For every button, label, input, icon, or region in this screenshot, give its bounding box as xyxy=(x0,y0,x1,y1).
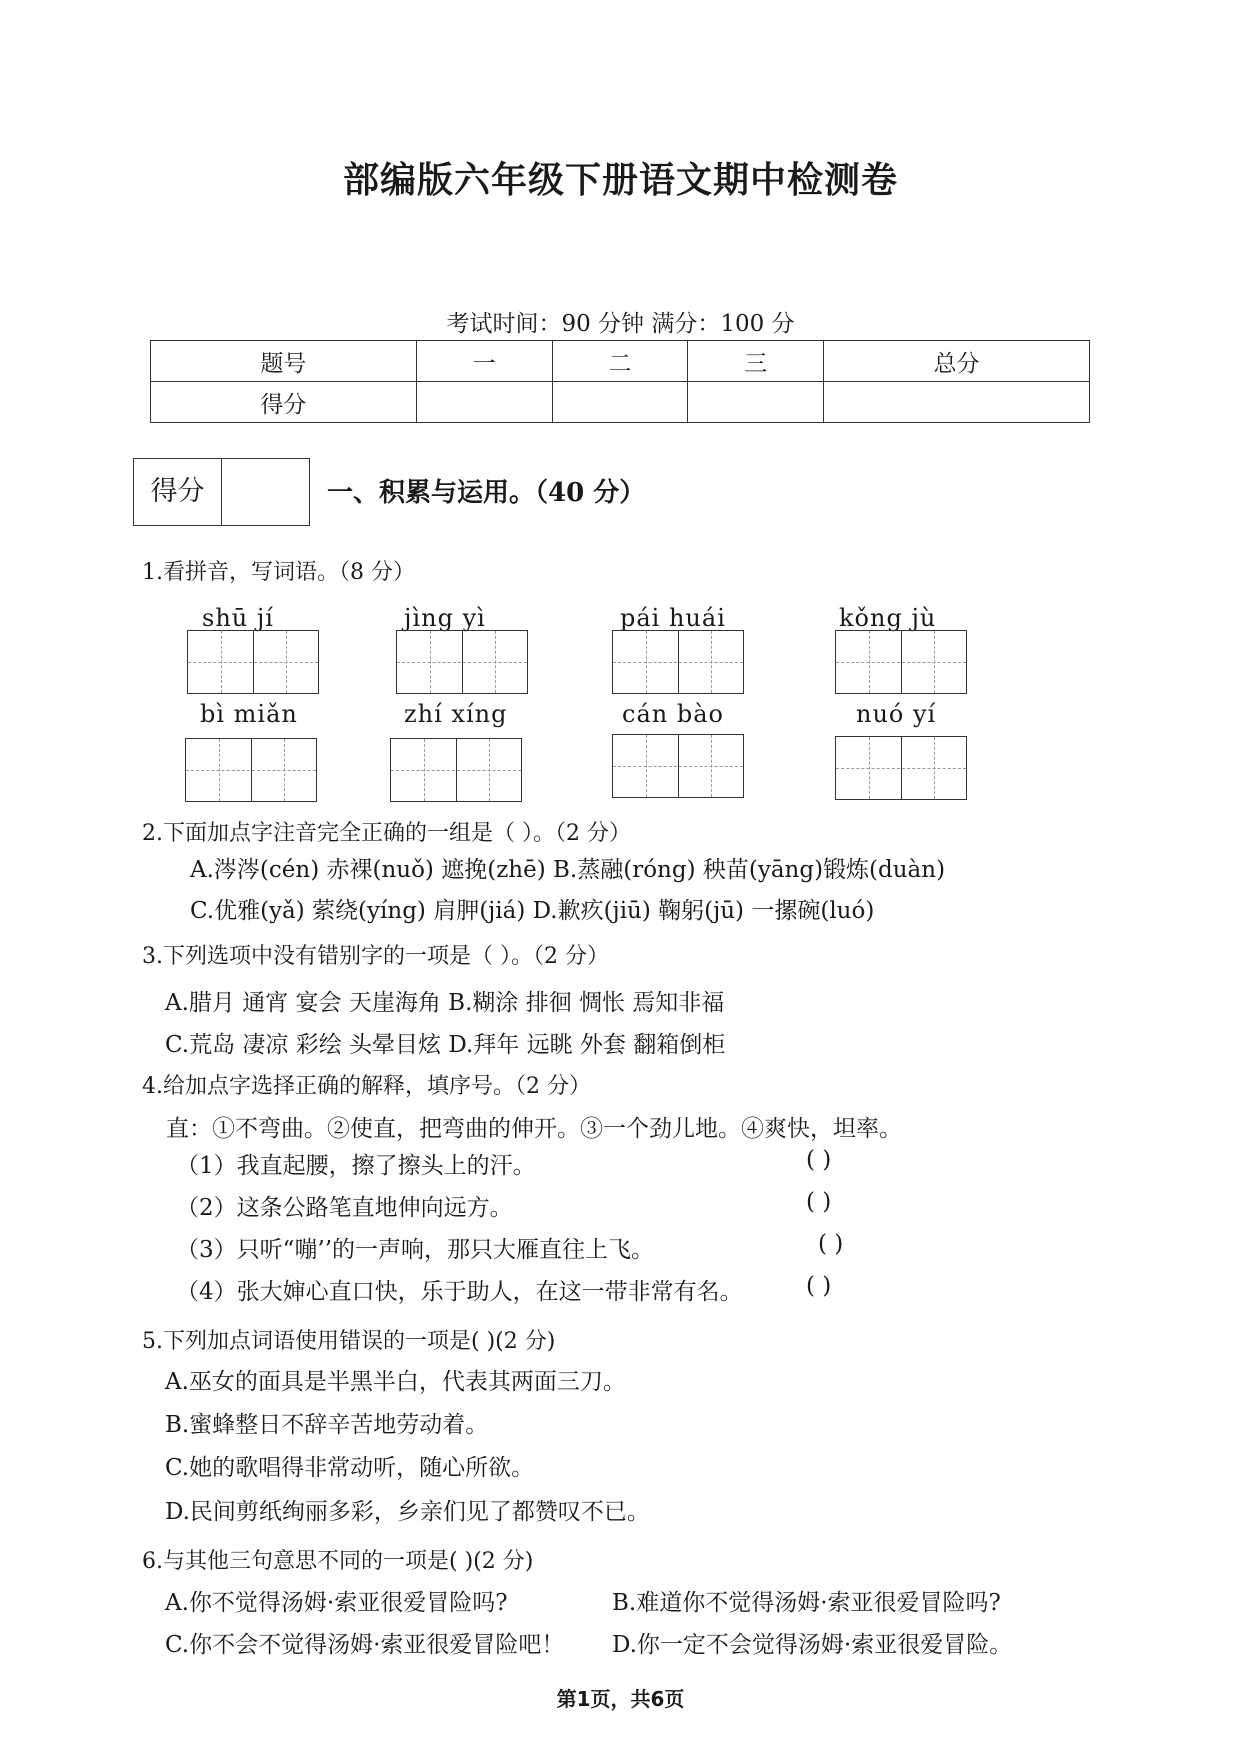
question-6-stem: 6.与其他三句意思不同的一项是( )(2 分) xyxy=(142,1549,534,1574)
score-header-cell: 总分 xyxy=(824,341,1090,382)
score-cell[interactable] xyxy=(824,382,1090,423)
score-cell[interactable] xyxy=(552,382,688,423)
score-table-header-row xyxy=(151,341,1090,382)
question-6-option-a: A.你不觉得汤姆·索亚很爱冒险吗? xyxy=(165,1590,508,1616)
answer-blank[interactable]: ( ) xyxy=(806,1189,832,1215)
question-3-stem: 3.下列选项中没有错别字的一项是（ ）。（2 分） xyxy=(142,944,609,969)
writing-grid[interactable] xyxy=(187,630,319,694)
answer-blank[interactable]: ( ) xyxy=(806,1273,832,1299)
pinyin-label: jìng yì xyxy=(404,604,486,632)
question-6-option-b: B.难道你不觉得汤姆·索亚很爱冒险吗? xyxy=(612,1590,1001,1616)
writing-grid[interactable] xyxy=(390,738,522,802)
question-5-option: A.巫女的面具是半黑半白，代表其两面三刀。 xyxy=(165,1369,626,1395)
question-4-definition: 直：①不弯曲。②使直，把弯曲的伸开。③一个劲儿地。④爽快，坦率。 xyxy=(166,1116,902,1142)
question-3-options-cd: C.荒岛 凄凉 彩绘 头晕目炫 D.拜年 远眺 外套 翻箱倒柜 xyxy=(165,1032,726,1058)
question-2-options-ab: A.涔涔(cén) 赤裸(nuǒ) 遮挽(zhē) B.蒸融(róng) 秧苗(yāng)锻炼(duàn) xyxy=(190,857,946,883)
question-5-option: D.民间剪纸绚丽多彩，乡亲们见了都赞叹不已。 xyxy=(165,1499,650,1525)
question-4-item: （2）这条公路笔直地伸向远方。 xyxy=(176,1195,513,1221)
exam-meta: 考试时间：90 分钟 满分：100 分 xyxy=(446,311,795,337)
page-footer: 第1页，共6页 xyxy=(556,1687,685,1711)
writing-grid[interactable] xyxy=(396,630,528,694)
question-5-stem: 5.下列加点词语使用错误的一项是( )(2 分) xyxy=(142,1329,556,1354)
section-score-box xyxy=(133,458,310,526)
pinyin-label: bì miǎn xyxy=(200,700,298,728)
score-header-cell: 一 xyxy=(416,341,552,382)
question-4-item: （4）张大婶心直口快，乐于助人，在这一带非常有名。 xyxy=(176,1279,743,1305)
score-table-score-row xyxy=(151,382,1090,423)
score-header-cell: 二 xyxy=(552,341,688,382)
writing-grid[interactable] xyxy=(612,734,744,798)
writing-grid[interactable] xyxy=(612,630,744,694)
pinyin-label: cán bào xyxy=(622,700,724,728)
section-score-label: 得分 xyxy=(134,459,222,525)
page-title: 部编版六年级下册语文期中检测卷 xyxy=(342,159,898,201)
score-row-label: 得分 xyxy=(151,382,417,423)
question-5-option: C.她的歌唱得非常动听，随心所欲。 xyxy=(165,1455,535,1481)
section-1-title: 一、积累与运用。（40 分） xyxy=(327,478,646,508)
question-4-item: （1）我直起腰，擦了擦头上的汗。 xyxy=(176,1153,536,1179)
question-6-option-d: D.你一定不会觉得汤姆·索亚很爱冒险。 xyxy=(612,1632,1013,1658)
pinyin-label: pái huái xyxy=(620,604,726,632)
answer-blank[interactable]: ( ) xyxy=(818,1231,844,1257)
writing-grid[interactable] xyxy=(185,738,317,802)
question-4-stem: 4.给加点字选择正确的解释，填序号。（2 分） xyxy=(142,1074,591,1099)
writing-grid[interactable] xyxy=(835,736,967,800)
score-header-cell: 题号 xyxy=(151,341,417,382)
score-table xyxy=(150,340,1090,423)
answer-blank[interactable]: ( ) xyxy=(806,1147,832,1173)
writing-grid[interactable] xyxy=(835,630,967,694)
pinyin-label: shū jí xyxy=(202,604,274,632)
score-cell[interactable] xyxy=(416,382,552,423)
pinyin-label: nuó yí xyxy=(856,700,937,728)
question-6-option-c: C.你不会不觉得汤姆·索亚很爱冒险吧！ xyxy=(165,1632,565,1658)
score-cell[interactable] xyxy=(688,382,824,423)
pinyin-label: kǒng jù xyxy=(839,604,937,632)
question-2-options-cd: C.优雅(yǎ) 萦绕(yíng) 肩胛(jiá) D.歉疚(jiū) 鞠躬(jū) 一摞碗(luó) xyxy=(190,898,875,924)
pinyin-label: zhí xíng xyxy=(404,700,508,728)
question-5-option: B.蜜蜂整日不辞辛苦地劳动着。 xyxy=(165,1412,489,1438)
question-1-stem: 1.看拼音，写词语。（8 分） xyxy=(142,560,415,585)
question-3-options-ab: A.腊月 通宵 宴会 天崖海角 B.糊涂 排徊 惆怅 焉知非福 xyxy=(165,990,725,1016)
question-2-stem: 2.下面加点字注音完全正确的一组是（ ）。（2 分） xyxy=(142,821,631,846)
score-header-cell: 三 xyxy=(688,341,824,382)
question-4-item: （3）只听“嘣’’的一声响，那只大雁直往上飞。 xyxy=(176,1237,655,1263)
